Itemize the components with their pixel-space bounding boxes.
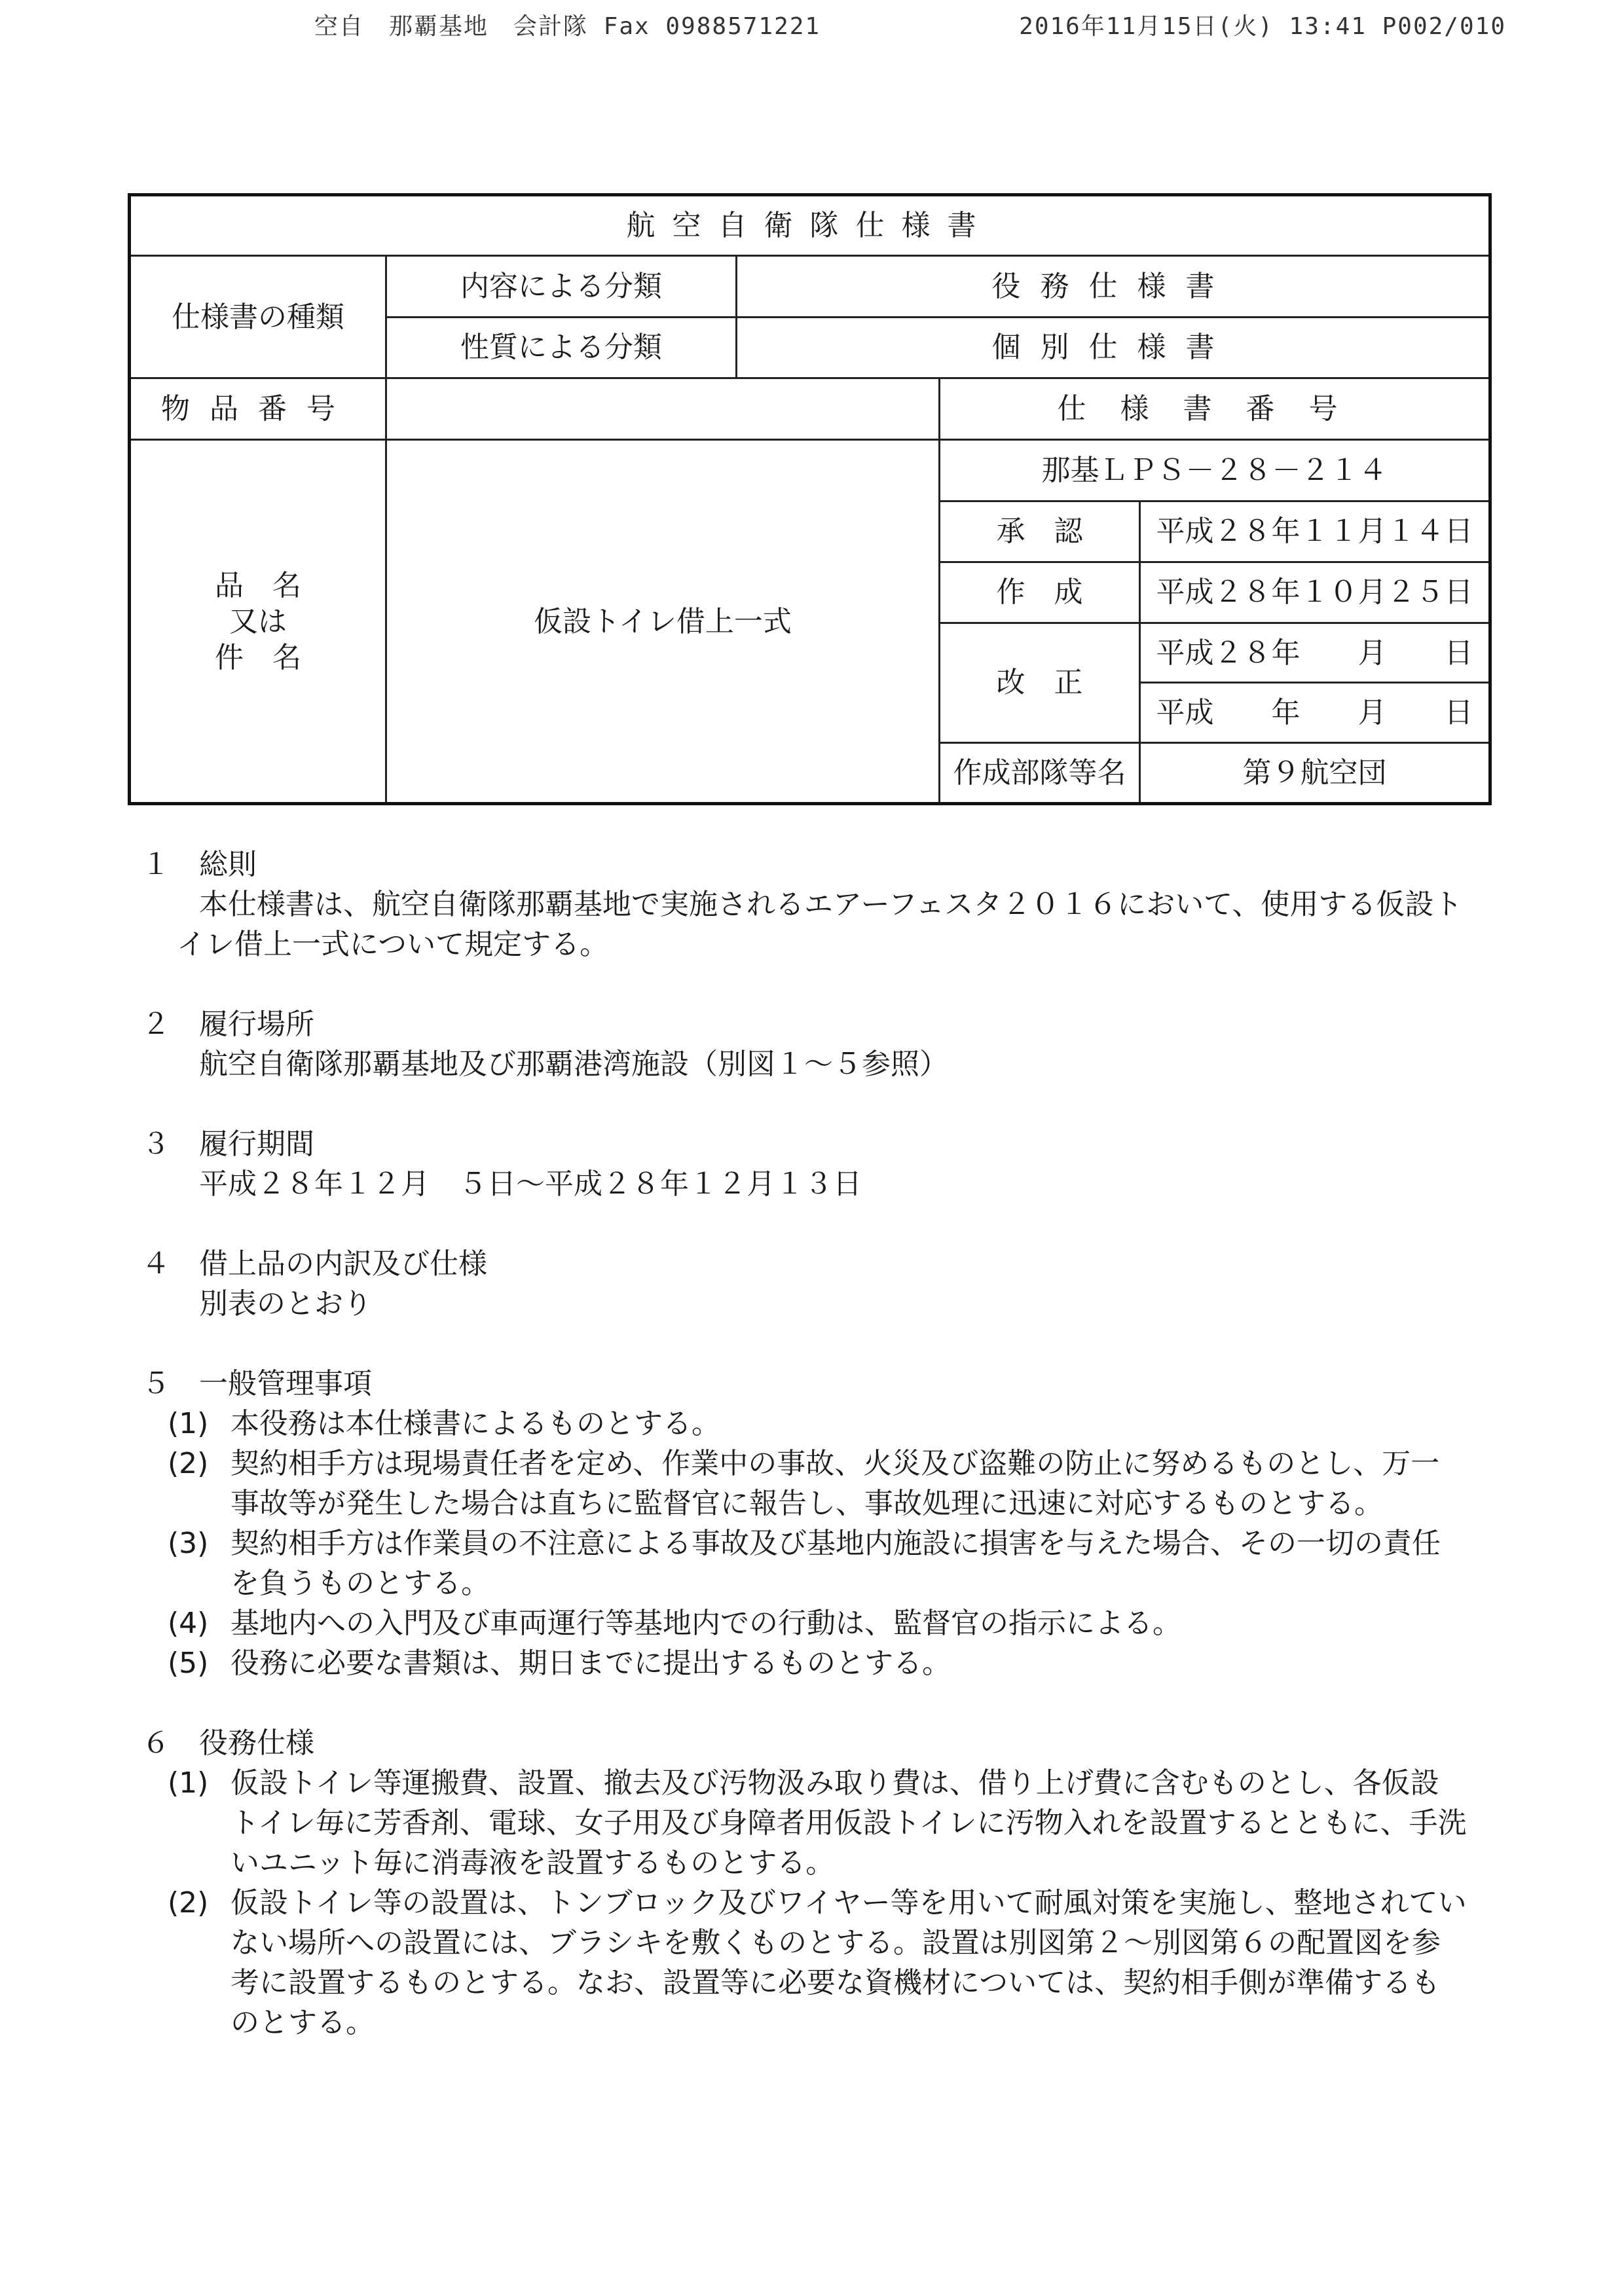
- section-title: 一般管理事項: [199, 1367, 372, 1400]
- list-item-number: (3): [168, 1527, 209, 1560]
- approval-label: 承 認: [940, 501, 1140, 562]
- created-date: 平成２８年１０月２５日: [1140, 562, 1490, 623]
- item-number-label: 物品番号: [130, 378, 386, 439]
- list-item-text: 契約相手方は現場責任者を定め、作業中の事故、火災及び盗難の防止に努めるものとし、万一事故等が発生した場合は直ちに監督官に報告し、事故処理に迅速に対応するものとする。: [231, 1447, 1440, 1520]
- item-number-value: [386, 378, 940, 439]
- fax-datetime: 2016年11月15日(火) 13:41 P002/010: [1019, 13, 1506, 40]
- nature-class-value: 個別仕様書: [737, 317, 1490, 378]
- item-name-value: 仮設トイレ借上一式: [386, 440, 940, 804]
- section-number: ４: [141, 1247, 170, 1281]
- section-title: 履行場所: [199, 1008, 314, 1041]
- list-item-number: (2): [168, 1886, 209, 1920]
- section-items: [138, 1244, 1467, 1324]
- spec-title: 航空自衛隊仕様書: [130, 195, 1490, 256]
- section-text: 本仕様書は、航空自衛隊那覇基地で実施されるエアーフェスタ２０１６において、使用する仮設トイレ借上一式について規定する。: [177, 888, 1463, 961]
- fax-sender: 空自 那覇基地 会計隊 Fax 0988571221: [314, 13, 821, 40]
- section-subitems: [138, 1763, 1467, 2043]
- spec-table: [128, 193, 1492, 805]
- content-class-label: 内容による分類: [386, 256, 737, 317]
- list-item-text: 契約相手方は作業員の不注意による事故及び基地内施設に損害を与えた場合、その一切の責任を負うものとする。: [231, 1527, 1441, 1600]
- list-item-text: 仮設トイレ等の設置は、トンブロック及びワイヤー等を用いて耐風対策を実施し、整地されていない場所への設置には、ブラシキを敷くものとする。設置は別図第２～別図第６の配置図を参考に設置するものとする。なお、設置等に必要な資機材については、契約相手側が準備するものとする。: [231, 1886, 1467, 2039]
- section-text: 航空自衛隊那覇基地及び那覇港湾施設（別図１～５参照）: [199, 1048, 948, 1081]
- section-number: ３: [141, 1127, 170, 1161]
- section-number: ６: [141, 1726, 170, 1760]
- fax-header: [314, 8, 1506, 47]
- spec-body: [138, 845, 1467, 2083]
- section-text: 別表のとおり: [199, 1287, 372, 1321]
- list-item: [168, 1643, 1467, 1683]
- section-period: [138, 1124, 1467, 1204]
- list-item: [168, 1603, 1467, 1643]
- list-item-number: (5): [168, 1647, 209, 1680]
- section-number: ２: [141, 1008, 170, 1041]
- section-title: 役務仕様: [199, 1726, 314, 1760]
- unit-value: 第９航空団: [1140, 742, 1490, 803]
- revision-date-2: 平成 年 月 日: [1140, 683, 1490, 742]
- list-item: [168, 1523, 1467, 1603]
- section-text: 平成２８年１２月 ５日～平成２８年１２月１３日: [199, 1167, 862, 1201]
- section-subitems: [138, 1404, 1467, 1683]
- nature-class-label: 性質による分類: [386, 317, 737, 378]
- list-item-text: 基地内への入門及び車両運行等基地内での行動は、監督官の指示による。: [231, 1607, 1181, 1640]
- list-item: [168, 1444, 1467, 1523]
- section-service-spec: [138, 1723, 1467, 2043]
- section-number: １: [141, 848, 170, 881]
- section-title: 総則: [199, 848, 257, 881]
- section-management: [138, 1364, 1467, 1683]
- list-item-text: 本役務は本仕様書によるものとする。: [231, 1407, 720, 1440]
- revision-label: 改 正: [940, 623, 1140, 743]
- list-item-number: (1): [168, 1766, 209, 1800]
- list-item-number: (2): [168, 1447, 209, 1480]
- list-item-number: (1): [168, 1407, 209, 1440]
- section-number: ５: [141, 1367, 170, 1400]
- list-item-number: (4): [168, 1607, 209, 1640]
- item-name-label-line-2: 又は: [229, 604, 287, 638]
- content-class-value: 役務仕様書: [737, 256, 1490, 317]
- item-name-label-line-1: 品 名: [215, 568, 301, 602]
- section-title: 履行期間: [199, 1127, 314, 1161]
- approval-date: 平成２８年１１月１４日: [1140, 501, 1490, 562]
- section-title: 借上品の内訳及び仕様: [199, 1247, 487, 1281]
- list-item: [168, 1404, 1467, 1444]
- revision-date-1: 平成２８年 月 日: [1140, 623, 1490, 683]
- item-name-label-line-3: 件 名: [215, 640, 301, 674]
- spec-type-label: 仕様書の種類: [130, 256, 386, 378]
- section-location: [138, 1004, 1467, 1084]
- unit-label: 作成部隊等名: [940, 742, 1140, 803]
- spec-number-value: 那基ＬＰＳ－２８－２１４: [940, 440, 1490, 501]
- list-item: [168, 1763, 1467, 1883]
- spec-number-label: 仕様書番号: [940, 378, 1490, 439]
- item-name-label: [130, 440, 386, 804]
- created-label: 作 成: [940, 562, 1140, 623]
- list-item-text: 仮設トイレ等運搬費、設置、撤去及び汚物汲み取り費は、借り上げ費に含むものとし、各仮設トイレ毎に芳香剤、電球、女子用及び身障者用仮設トイレに汚物入れを設置するとともに、手洗いユニット毎に消毒液を設置するものとする。: [231, 1766, 1467, 1880]
- list-item-text: 役務に必要な書類は、期日までに提出するものとする。: [231, 1647, 951, 1680]
- section-general: [138, 845, 1467, 964]
- list-item: [168, 1883, 1467, 2043]
